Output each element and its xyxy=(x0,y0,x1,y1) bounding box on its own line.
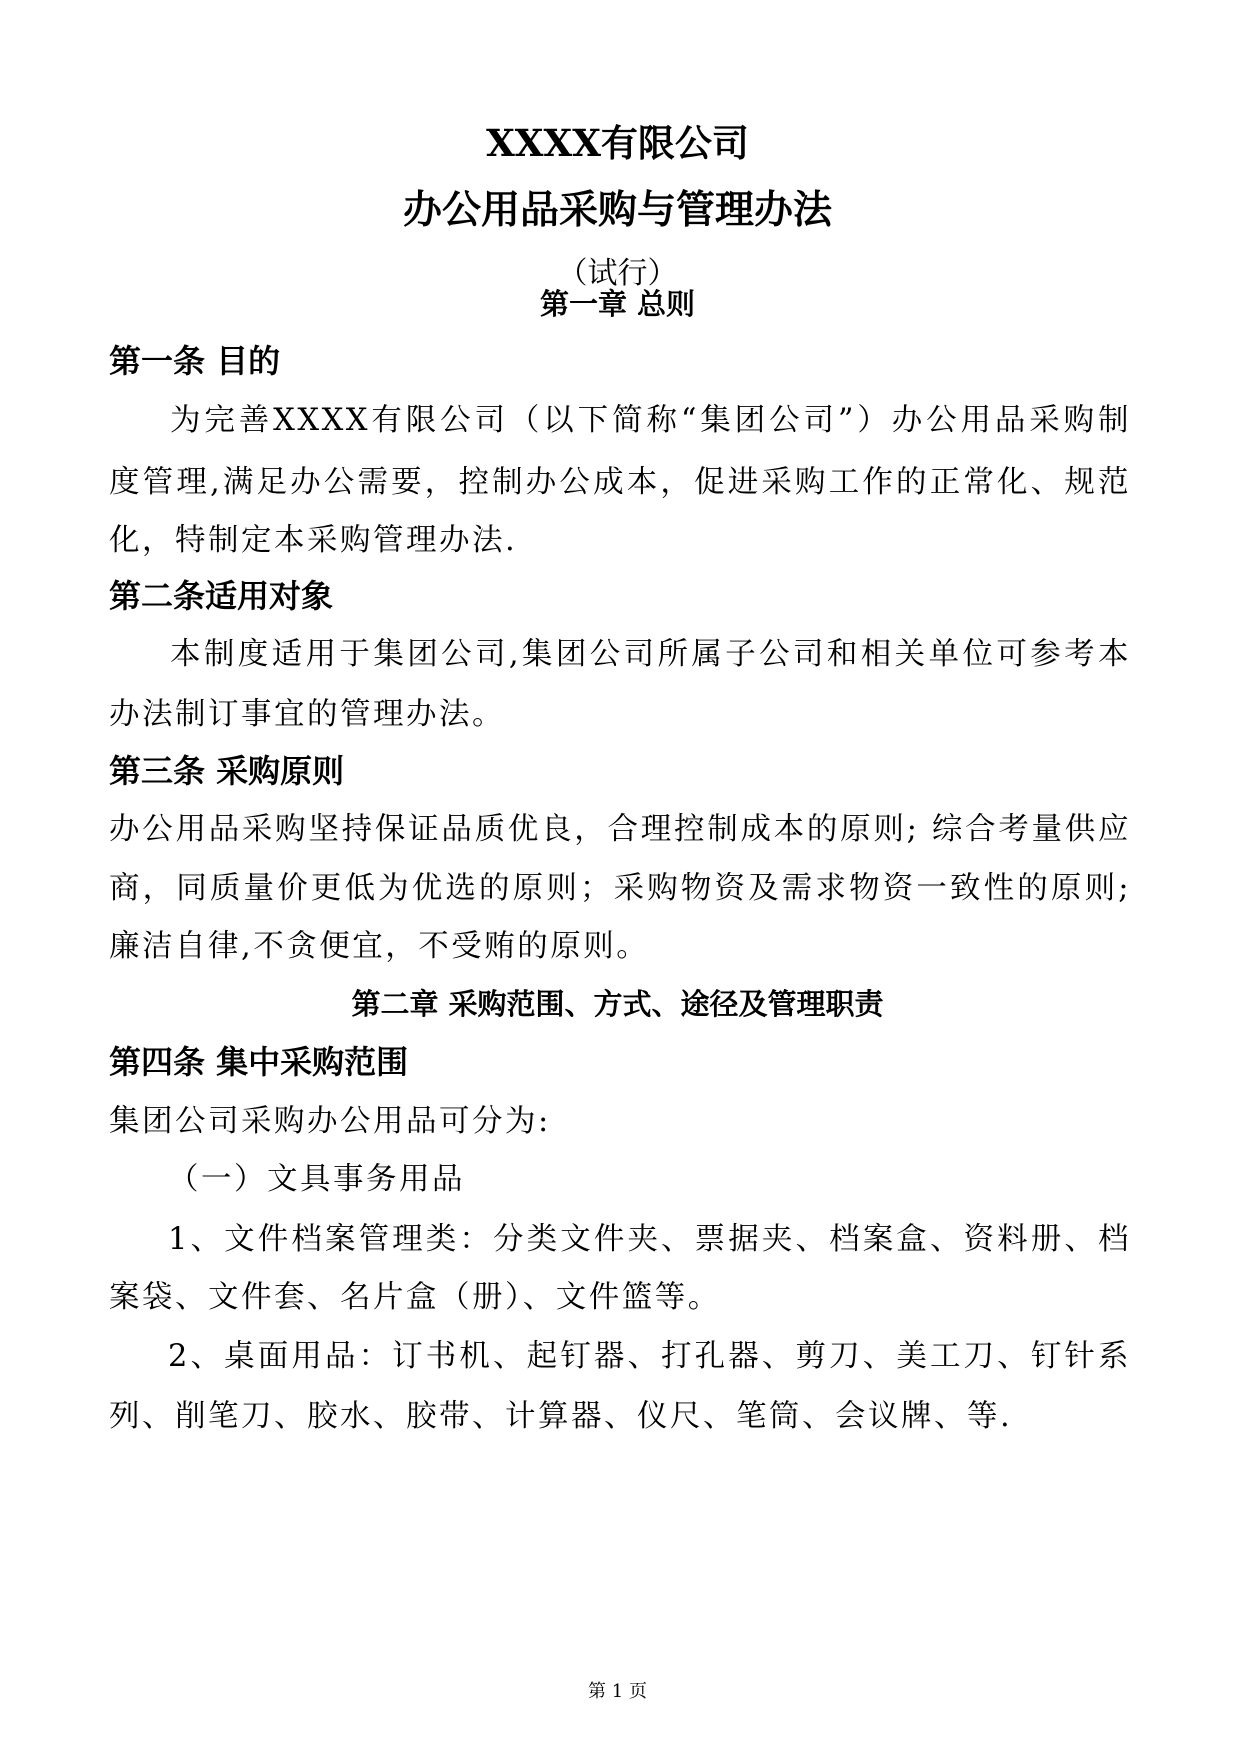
article-4-heading: 第四条 集中采购范围 xyxy=(109,1043,409,1081)
document-title: 办公用品采购与管理办法 xyxy=(402,187,832,233)
article-3-line-1: 办公用品采购坚持保证品质优良，合理控制成本的原则; 综合考量供应 xyxy=(109,812,1131,847)
article-1-line-2: 度管理,满足办公需要，控制办公成本，促进采购工作的正常化、规范 xyxy=(109,465,1131,500)
chapter-1-heading: 第一章 总则 xyxy=(539,287,696,321)
article-2-line-1: 本制度适用于集团公司,集团公司所属子公司和相关单位可参考本 xyxy=(170,637,1131,672)
company-name: XXXX有限公司 xyxy=(486,121,749,165)
item-2-line-2: 列、削笔刀、胶水、胶带、计算器、仪尺、笔筒、会议牌、等. xyxy=(109,1399,1013,1434)
article-3-line-3: 廉洁自律,不贪便宜，不受贿的原则。 xyxy=(109,929,650,964)
article-1-line-1: 为完善XXXX有限公司（以下简称“集团公司”）办公用品采购制 xyxy=(170,403,1131,438)
article-4-sub-1: （一）文具事务用品 xyxy=(168,1162,465,1197)
article-2-heading: 第二条适用对象 xyxy=(109,577,334,615)
article-4-intro: 集团公司采购办公用品可分为: xyxy=(109,1104,551,1139)
article-1-heading: 第一条 目的 xyxy=(109,342,281,380)
article-3-heading: 第三条 采购原则 xyxy=(109,752,345,790)
chapter-2-heading: 第二章 采购范围、方式、途径及管理职责 xyxy=(351,987,884,1021)
item-1-line-1: 1、文件档案管理类：分类文件夹、票据夹、档案盒、资料册、档 xyxy=(168,1222,1131,1257)
page-number: 第 1 页 xyxy=(588,1681,647,1702)
document-subtitle: （试行） xyxy=(557,256,678,291)
article-1-line-3: 化，特制定本采购管理办法. xyxy=(109,523,518,558)
item-2-line-1: 2、桌面用品：订书机、起钉器、打孔器、剪刀、美工刀、钉针系 xyxy=(168,1339,1131,1374)
item-1-line-2: 案袋、文件套、名片盒（册）、文件篮等。 xyxy=(109,1280,721,1315)
article-2-line-2: 办法制订事宜的管理办法。 xyxy=(109,697,505,732)
article-3-line-2: 商，同质量价更低为优选的原则；采购物资及需求物资一致性的原则; xyxy=(109,871,1131,906)
